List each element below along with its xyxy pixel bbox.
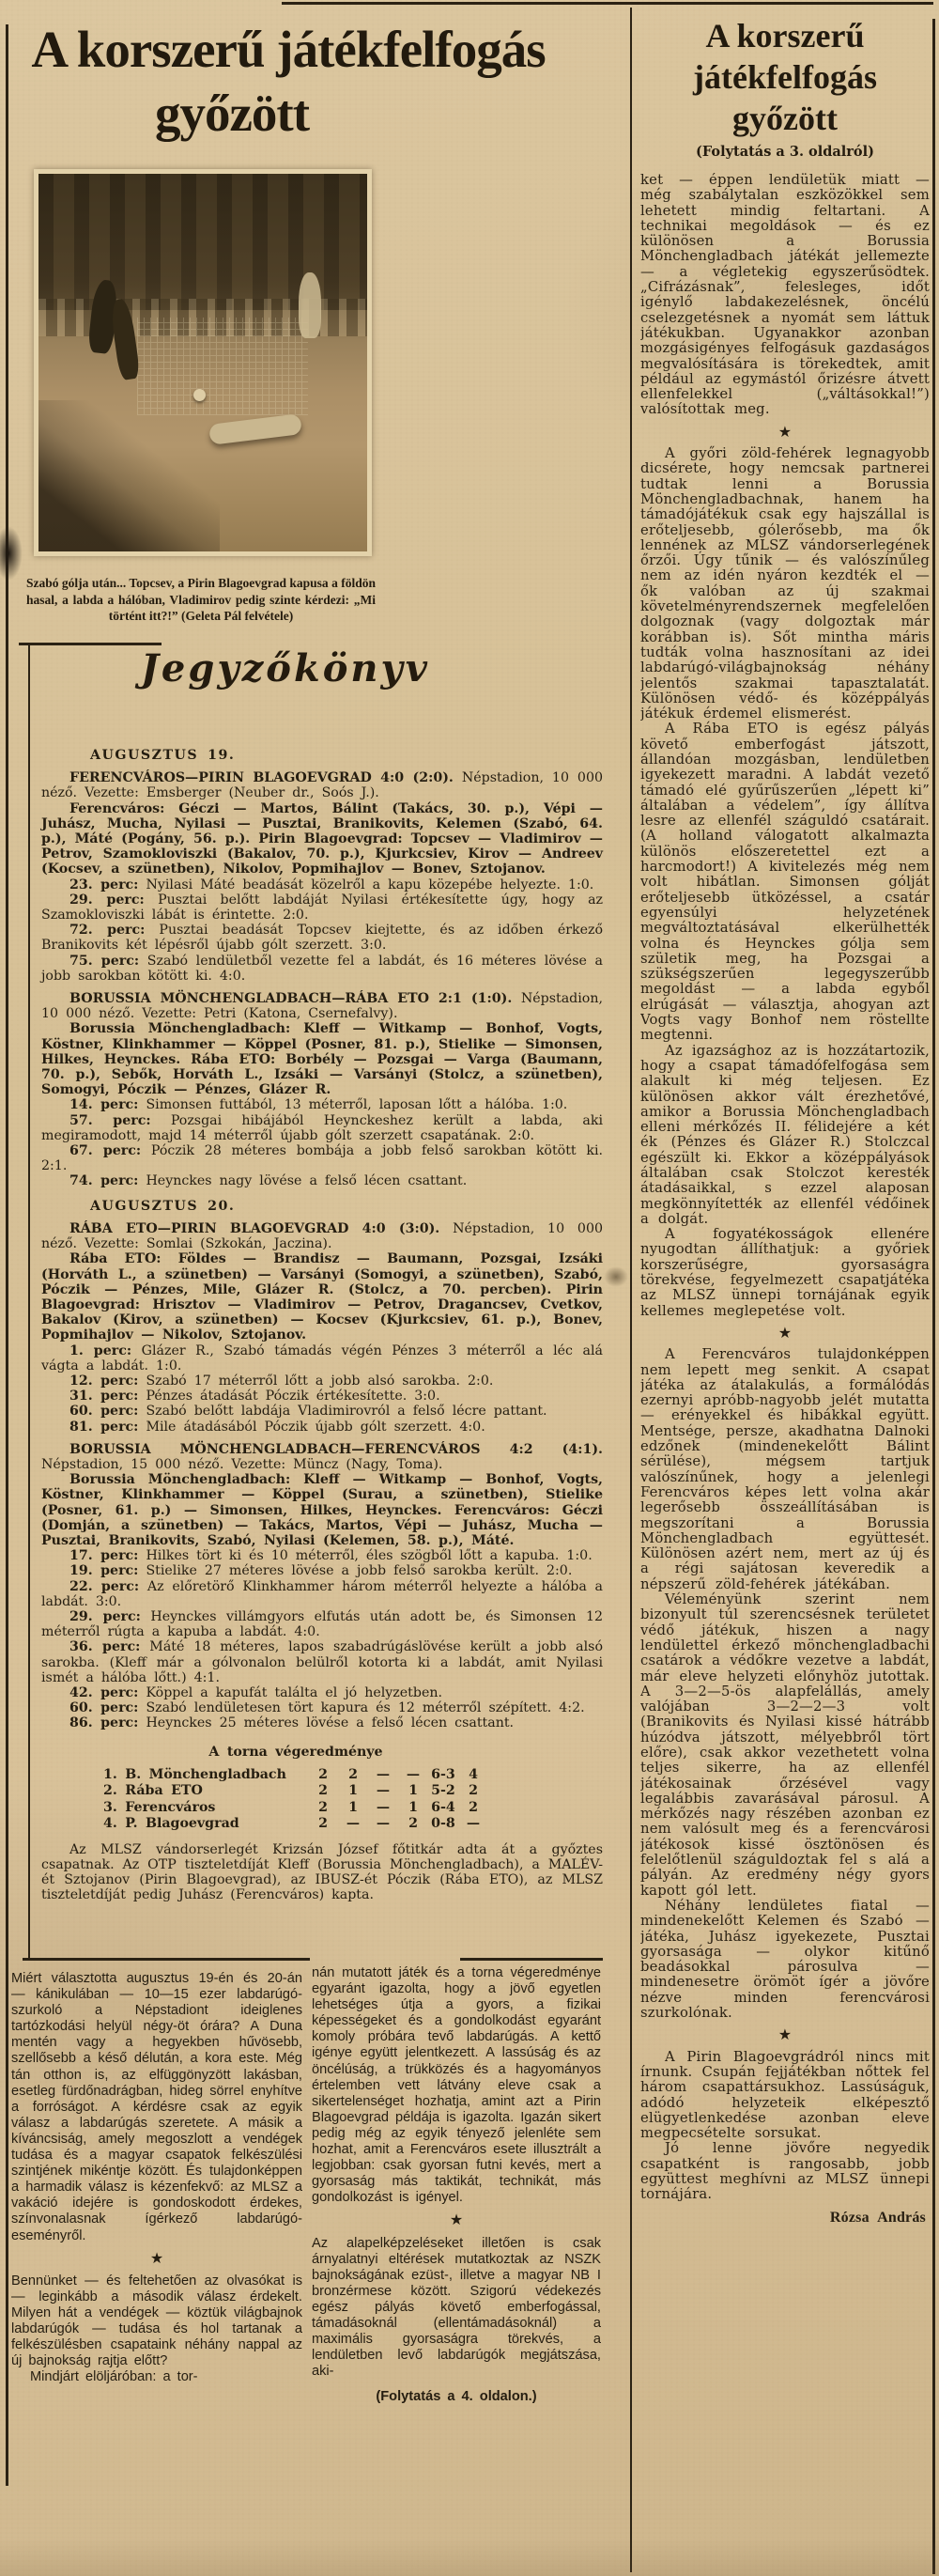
table-row [103,1800,488,1817]
paragraph: Bennünket — és feltehetően az olvasókat is — leginkább a második válasz érdekelt. Milyen hát a vendégek — köztük világbajnok labdarúgók — tudása és hol tartanak a felkészülésben csapataink néhány nappal az új bajnokság rajtja előtt? [11,2273,302,2369]
match-venue: Népstadion, 10 000 néző. Vezette: Emsberger (Neuber dr., Soós J.). [41,770,604,801]
standings-table [103,1745,488,1833]
standings-cell: 1 [348,1783,358,1799]
continued-from-note: (Folytatás a 3. oldalról) [696,144,874,160]
bottom-article-col-a [11,1971,302,2535]
match-lineups: Borussia Mönchengladbach: Kleff — Witkamp — Bonhof, Vogts, Köstner, Klinkhammer — Köppel (Posner, 81. p.), Stielike — Simonsen, Hilkes, Heynckes. Rába ETO: Borbély — Pozsgai — Varga (Baumann, 70. p.), Sebők, Horváth L., Izsáki — Varsányi (Stolcz, a szünetben), Somogyi, Póczik — Pénzes, Glázer R. [41,1021,603,1098]
goal-entry [41,1373,603,1389]
goal-minute: 60. perc: [69,1700,139,1716]
standings-team: 3. Ferencváros [103,1799,216,1815]
top-rule [282,2,933,5]
goal-minute: 31. perc: [69,1389,139,1404]
star-separator-icon: ★ [149,2250,164,2267]
standings-cell: 1 [408,1783,418,1799]
goal-entry [41,954,603,984]
standings-cell: — [376,1816,391,1832]
standings-cell: — [346,1816,361,1832]
paragraph: Mindjárt elöljáróban: a tor- [30,2369,198,2385]
standings-cell: — [376,1799,391,1815]
goal-text: Heynckes nagy lövése a felső lécen csattant. [146,1173,468,1189]
goal-entry [41,1420,603,1435]
match-title: BORUSSIA MÖNCHENGLADBACH—FERENCVÁROS 4:2 (4:1). [69,1441,603,1457]
right-title-line3: győzött [732,100,838,137]
standings-cell: 6-3 [431,1766,455,1782]
standings-cell: 2 [469,1799,478,1815]
paragraph: Az alapelképzeléseket illetően is csak árnyalatnyi eltérések mutatkoztak az NSZK bajnokságának ezüst-, illetve a magyar NB I bronzérmese között. Szigorú védekezés egész pályás követő emberfogással, támadásoknál (ellentámadásoknál) a maximális gyorsaságra törekvés, a lendületben levő labdarúgók megjátszása, aki- [312,2235,601,2380]
right-title-line1: A korszerű [705,17,865,54]
goal-entry [41,1173,603,1188]
right-article-title [639,15,931,139]
paragraph: Véleményünk szerint nem bizonyult túl szerencsésnek területet védő játékuk, hiszen a nagy lendülettel érkező mönchengladbachi csatárok a védőkre vezetve a labdát, már eleve helyzeti előnyhöz jutottak. A 3—2—5-ös alapfelállás, amely valójában 3—2—2—3 volt (Branikovits és Nyilasi kissé hátrább húzódva játszott, mélyebbről tört előre), csak akkor vezethetett volna teljes sikerre, ha az ellenfél játékosainak őrzésével vagy legalábbis zavarásával párosul. A mérkőzés nagy részében azonban ez nem valósult meg és a ferencvárosi játékosok kissé ösztönösen és felelőtlenül száguldoztak fel s alá a pályán. Az eredmény négy gyors kapott gól lett. [640,1591,930,1899]
goal-text: Simonsen futtából, 13 méterről, laposan lőtt a hálóba. 1:0. [146,1097,568,1113]
photo-caption: Szabó gólja után... Topcsev, a Pirin Blagoevgrad kapusa a földön hasal, a labda a hálóban, Vladimirov pedig szinte kérdezi: „Mi történt itt?!” (Geleta Pál felvétele) [26,576,376,623]
table-row [103,1783,488,1800]
paragraph: ket — éppen lendületük miatt — még szabálytalan eszközökkel sem lehetett mindig feltartani. A technikai megoldások — és ez különösen a Borussia Mönchengladbach játékát jellemezte — a végletekig egyszerűsödtek. „Cifrázásnak”, felesleges, időt igénylő labdakezelésnek, öncélú cselezgetésnek a nyomát sem láttuk játékukban. Ugyanakkor azonban mozgásigényes felfogásuk gazdaságos megvalósítására is törekedtek, amit például az egymástól őrizésre átvett ellenfelekkel („váltásokkal!”) valósítottak meg. [640,173,930,418]
goal-minute: 17. perc: [69,1548,139,1564]
goal-minute: 19. perc: [69,1563,139,1579]
paragraph: A győri zöld-fehérek legnagyobb dicsérete, hogy nemcsak partnerei tudtak lenni a Borussia Mönchengladbachnak, hanem ha támadójátékuk csak egy hajszállal is erőteljesebb, gólerősebb, ma ők lennének az MLSZ vándorserlegének őrzői. Úgy tűnik — és valószínűleg nem az idén nyáron kezdték el — ők valóban az új szakmai követelményrendszernek megfelelően dolgoznak (vagy dolgoztak már korábban is). Sőt mintha máris tudták volna hasznosítani az idei labdarúgó-világbajnokság néhány jelentős szakmai tapasztalatát. Különösen védő- és középpályás játékuk érdemel elismerést. [640,445,930,722]
standings-cell: 0-8 [431,1816,455,1832]
awards-paragraph: Az MLSZ vándorserlegét Krizsán József főtitkár adta át a győztes csapatnak. Az OTP tiszteletdíját Kleff (Borussia Mönchengladbach), a MALÉV-ét Sztojanov (Pirin Blagoevgrad), az IBUSZ-ét Póczik (Rába ETO), az MLSZ tiszteletdíját pedig Juhász (Ferencváros) kapta. [41,1841,603,1903]
ink-smudge [604,1266,628,1287]
goal-text: Glázer R., Szabó támadás végén Pénzes 3 méterről a léc alá vágta a labdát. 1:0. [41,1342,603,1373]
paragraph: Jó lenne jövőre negyedik csapatként is rangosabb, jobb együttest meghívni az MLSZ ünnepi tornájára. [640,2140,930,2203]
goal-text: Heynckes villámgyors elfutás után adott be, és Simonsen 12 méterről rúgta a kapuba a labdát. 4:0. [41,1608,603,1640]
goal-entry [41,1579,603,1609]
goal-entry [41,1343,603,1373]
match-photo [34,169,372,556]
star-separator-icon: ★ [449,2212,464,2229]
goal-entry [41,877,603,892]
main-headline-line1: A korszerű játékfelfogás [31,21,546,78]
match-title: FERENCVÁROS—PIRIN BLAGOEVGRAD 4:0 (2:0). [69,770,454,786]
goal-minute: 36. perc: [69,1639,141,1655]
protocol-box-bottom-rule-right [460,1958,603,1961]
paragraph: Néhány lendületes fiatal — mindenekelőtt Kelemen és Szabó — játéka, Juhász igyekezete, Pusztai gyorsasága — olykor kitűnő beadásokkal párosulva — mindenesetre örömöt ígér a jövőre nézve minden ferencvárosi szurkolónak. [640,1897,930,2022]
match-header [41,991,603,1021]
match-lineups: Rába ETO: Földes — Brandisz — Baumann, Pozsgai, Izsáki (Horváth L., a szünetben) — Varsányi (Somogyi, a szünetben), Szabó, Póczik — Pénzes, Mile, Glázer R. (Stolcz, a 70. percben). Pirin Blagoevgrad: Hrisztov — Vladimirov — Petrov, Dragancsev, Cvetkov, Bakalov (Kirov, a szünetben) — Kocsev (Kjurkcsiev, 61. p.), Bonev, Popmihajlov — Nikolov, Sztojanov. [41,1251,603,1343]
column-divider-rule [630,8,632,2572]
standings-cell: 6-4 [431,1799,455,1815]
goal-text: Nyilasi Máté beadását közelről a kapu közepébe helyezte. 1:0. [146,877,594,892]
goal-entry [41,1113,603,1143]
standings-team: 2. Rába ETO [103,1783,203,1799]
goal-text: Hilkes tört ki és 10 méterről, éles szögből lőtt a kapuba. 1:0. [146,1548,593,1564]
goal-entry [41,1715,603,1730]
standings-cell: 2 [408,1816,418,1832]
main-headline-line2: győzött [154,85,310,142]
right-title-line2: játékfelfogás [693,58,877,96]
paragraph: A Pirin Blagoevgrádról nincs mit írnunk. Csupán fejjátékban nőttek fel három csapattársukhoz. Lassúságuk, adódó helyzeteik elképesztő elügyetlenkedése azonban eleve megpecsételte sorsukat. [640,2048,930,2142]
standings-title: A torna végeredménye [208,1744,383,1760]
goal-entry [41,892,603,923]
goal-entry [41,1389,603,1404]
goal-minute: 14. perc: [69,1097,139,1113]
paragraph: nán mutatott játék és a torna végeredménye egyaránt igazolta, hogy a jövő egyetlen lehetséges útja a gyors, a fizikai képességeket és a gondolkodást egyaránt komoly próbára tevő labdarúgás. A kettő igénye együtt jelentkezett. A lassúság és az öncélúság, a trükközés és a hagyományos értelemben vett látvány eleve csak a sikertelenséget hozhatja, amint azt a Pirin Blagoevgrad példája is igazolta. Igazán sikert pedig még az egyik tényező jelenléte sem hozhat, amit a Ferencváros esete illusztrált a legjobban: csak gyorsan futni kevés, mert a gyorsaság más taktikát, technikát, más gondolkozást is igényel. [312,1965,601,2206]
goal-text: Szabó lendületesen tört kapura és 12 méterről szépített. 4:2. [146,1700,585,1716]
paragraph: Miért választotta augusztus 19-én és 20-án — kánikulában — 10—15 ezer labdarúgó-szurkoló a Népstadiont ideiglenes tartózkodási helyül négy-öt órára? A Duna mentén vagy a hegyekben hűvösebb, szellősebb a késő délután, a kora este. Még tán otthon is, az elfüggönyzött lakásban, esetleg fürdőnadrágban, hideg sörrel enyhítve a forróságot. A kérdésre csak az egyik válasz a labdarúgás szeretete. A másik a kíváncsiság, amely megoszlott a vendégek tudása és a magyar csapatok felkészülési szintjének mikéntje között. És tulajdonképpen a harmadik válasz is kézenfekvő: az MLSZ a vakáció idejére is gondoskodott érdekes, színvonalasnak ígérkező labdarúgó-eseményről. [11,1971,302,2243]
match-venue: Népstadion, 10 000 néző. Vezette: Somlai (Szkokán, Jaczina). [41,1220,603,1252]
continuation-note: (Folytatás a 4. oldalon.) [376,2389,537,2405]
standings-team: 1. B. Mönchengladbach [103,1766,286,1782]
standings-cell: 4 [469,1766,478,1782]
right-article-body [640,173,930,2570]
ink-smudge [0,526,23,581]
star-separator-icon: ★ [777,2025,793,2044]
left-edge-rule [6,24,8,2486]
standings-cell: 2 [318,1799,328,1815]
goal-text: Mile átadásából Póczik újabb gólt szerzett. 4:0. [146,1419,485,1435]
goal-text: Stielike 27 méteres lövése a jobb felső sarokba került. 2:0. [146,1563,573,1579]
match-header [41,1442,603,1472]
goal-entry [41,1639,603,1685]
photo-player-figure [299,272,321,338]
goal-entry [41,1404,603,1419]
standings-cell: 1 [408,1799,418,1815]
goal-text: Szabó lendületből vezette fel a labdát, és 16 méteres lövése a jobb sarokban kötött ki. 4:0. [41,953,604,984]
goal-text: Köppel a kapufát találta el jó helyzetben. [146,1684,443,1700]
match-lineups: Borussia Mönchengladbach: Kleff — Witkamp — Bonhof, Vogts, Köstner, Klinkhammer — Köppel (Surau, a szünetben), Stielike (Posner, 61. p.) — Simonsen, Hilkes, Heynckes. Ferencváros: Géczi (Domján, a szünetben) — Takács, Martos, Vépi — Juhász, Mucha — Pusztai, Branikovits, Szabó, Nyilasi (Kelemen, 58. p.), Máté. [41,1472,603,1548]
standings-cell: 2 [318,1816,328,1832]
goal-minute: 22. perc: [69,1578,140,1594]
standings-cell: 1 [348,1799,358,1815]
match-title: RÁBA ETO—PIRIN BLAGOEVGRAD 4:0 (3:0). [69,1220,440,1236]
goal-text: Póczik 28 méteres bombája a jobb felső sarokban kötött ki. 2:1. [41,1143,603,1174]
goal-minute: 60. perc: [69,1404,139,1420]
photo-goalkeeper-figure [208,413,302,445]
goal-minute: 29. perc: [69,1608,141,1624]
goal-entry [41,1143,603,1173]
goal-minute: 23. perc: [69,877,139,892]
standings-cell: 2 [318,1766,328,1782]
table-row [103,1816,488,1833]
match-title: BORUSSIA MÖNCHENGLADBACH—RÁBA ETO 2:1 (1:0). [69,991,513,1007]
paragraph: A Ferencváros tulajdonképpen nem lepett meg senkit. A csapat játéka az átalakulás, a formálódás ezernyi apróbb-nagyobb jelét mutatta — erényekkel és hibákkal együtt. Mentsége, persze, akadhatna Dalnoki edzőnek (mindenekelőtt Bálint sérülése), mégsem tartjuk valószínűnek, hogy a jelenlegi Ferencváros képes lett volna akár legerősebb összeállításában is megszorítani a Borussia Mönchengladbach együttesét. Különösen azért nem, mert az új és a régi sajátosan keveredik a népszerű zöld-fehérek játékában. [640,1346,930,1592]
author-byline: Rózsa András [829,2209,926,2226]
goal-minute: 29. perc: [69,892,145,908]
goal-entry [41,1097,603,1112]
goal-entry [41,1685,603,1700]
goal-minute: 12. perc: [69,1373,139,1389]
goal-text: Szabó 17 méterről lőtt a jobb alsó sarokba. 2:0. [146,1373,494,1389]
standings-cell: — [406,1766,421,1782]
match-header [41,1221,603,1251]
match-venue: Népstadion, 15 000 néző. Vezette: Müncz (Nagy, Toma). [41,1456,443,1472]
goal-entry [41,1700,603,1715]
goal-minute: 81. perc: [69,1419,139,1435]
match-lineups: Ferencváros: Géczi — Martos, Bálint (Takács, 30. p.), Vépi — Juhász, Mucha, Nyilasi — Pusztai, Branikovits, Kelemen (Szabó, 64. p.), Máté (Pogány, 56. p.). Pirin Blagoevgrad: Topcsev — Vladimirov — Petrov, Szamokloviszki (Bakalov, 70. p.), Kjurkcsiev, Kirov — Andreev (Kocsev, a szünetben), Nikolov, Popmihajlov — Bonev, Sztojanov. [41,800,603,877]
goal-minute: 57. perc: [69,1112,151,1128]
paragraph: A Rába ETO is egész pályás követő emberfogást játszott, állandóan mozgásban, lendületben igyekezett maradni. A labdát vezető támadó elé gyűrűszerűen „lépett ki” általában a védelem”, így állítva lesre az ellenfél száguldó csatárait. (A holland válogatott alkalmazta különös előszeretettel ezt a harcmodort!) A kivitelezés még nem volt hibátlan. Simonsen gólját erőteljesebb ütközéssel, a csatár egyensúlyi helyzetének megváltoztatásával elkerülhették volna és Heynckes gólja sem születik meg, ha Pozsgai a szükségszerűen legegyszerűbb megoldást — a labda egyből elrúgását — választja, ahogyan azt Vogts vagy Bonhof nem röstellte megtenni. [640,721,930,1044]
goal-minute: 74. perc: [69,1173,139,1189]
right-edge-rule [932,19,935,2574]
goal-minute: 72. perc: [69,923,146,939]
goal-text: Pusztai beadását Topcsev kiejtette, és az időben érkező Branikovits két lépésről újabb gólt szerzett. 3:0. [41,923,604,954]
goal-minute: 1. perc: [69,1342,132,1358]
standings-cell: 2 [469,1783,478,1799]
star-separator-icon: ★ [777,1323,793,1342]
goal-minute: 86. perc: [69,1715,139,1731]
goal-minute: 75. perc: [69,953,140,969]
goal-text: Pusztai belőtt labdáját Nyilasi értékesítette úgy, hogy az Szamokloviszki lábát is érintette. 2:0. [41,892,604,923]
protocol-box-left-rule [28,643,30,1960]
bottom-article-col-b [312,1965,601,2535]
standings-cell: 2 [318,1783,328,1799]
goal-text: Máté 18 méteres, lapos szabadrúgáslövése került a jobb alsó sarokba. (Kleff már a gólvonalon belülről kotorta ki a labdát, amit Nyilasi ismét a hálóba lőtt.) 4:1. [41,1639,604,1685]
standings-cell: — [376,1783,391,1799]
protocol-title: Jegyzőkönyv [141,646,430,691]
protocol-body [41,738,603,1903]
match-photo-image [38,174,367,551]
photo-shadow [38,400,220,551]
paragraph: Az igazsághoz az is hozzátartozik, hogy a csapat támadófelfogása sem alakult ki még teljesen. Ez különösen akkor vált érezhetővé, amikor a Borussia Mönchengladbach elleni mérkőzés II. félidejére a két ék (Pénzes és Glázer R.) Stolczcal egészült ki. Ekkor a középpályások általában csak Stolczot keresték átadásaikkal, s ezzel alaposan megkönnyítették az ellenfél védőinek a dolgát. [640,1042,930,1227]
protocol-date: AUGUSZTUS 19. [90,748,236,763]
match-venue: Népstadion, 10 000 néző. Vezette: Petri (Katona, Csernefalvy). [41,991,603,1022]
photo-ball [193,389,206,401]
standings-cell: — [376,1766,391,1782]
goal-entry [41,1548,603,1563]
goal-text: Pozsgai hibájából Heynckeshez került a labda, aki megiramodott, majd 14 méterről újabb gólt szerzett csapatának. 2:0. [41,1112,604,1143]
standings-cell: 5-2 [431,1783,455,1799]
match-header [41,770,603,800]
goal-minute: 67. perc: [69,1143,142,1159]
goal-entry [41,1563,603,1578]
star-separator-icon: ★ [777,422,793,441]
paragraph: A fogyatékosságok ellenére nyugodtan állíthatjuk: a győriek korszerűségre, gyorsaságra törekvése, fegyelmezett csapatjátéka az MLSZ ünnepi tornájának egyik kellemes meglepetése volt. [640,1226,930,1319]
goal-text: Heynckes 25 méteres lövése a felső lécen csattant. [146,1715,515,1731]
goal-minute: 42. perc: [69,1684,139,1700]
protocol-box-bottom-rule-left [23,1958,310,1961]
protocol-box-top-rule [19,643,162,645]
protocol-date: AUGUSZTUS 20. [90,1198,236,1214]
goal-entry [41,923,603,953]
goal-entry [41,1609,603,1639]
goal-text: Szabó belőtt labdája Vladimirovról a felső lécre pattant. [146,1404,547,1420]
standings-cell: — [466,1816,481,1832]
table-row [103,1767,488,1784]
standings-cell: 2 [348,1766,358,1782]
goal-text: Az előretörő Klinkhammer három méterről helyezte a hálóba a labdát. 3:0. [41,1578,604,1609]
goal-text: Pénzes átadását Póczik értékesítette. 3:0. [146,1389,440,1404]
standings-team: 4. P. Blagoevgrad [103,1816,239,1832]
